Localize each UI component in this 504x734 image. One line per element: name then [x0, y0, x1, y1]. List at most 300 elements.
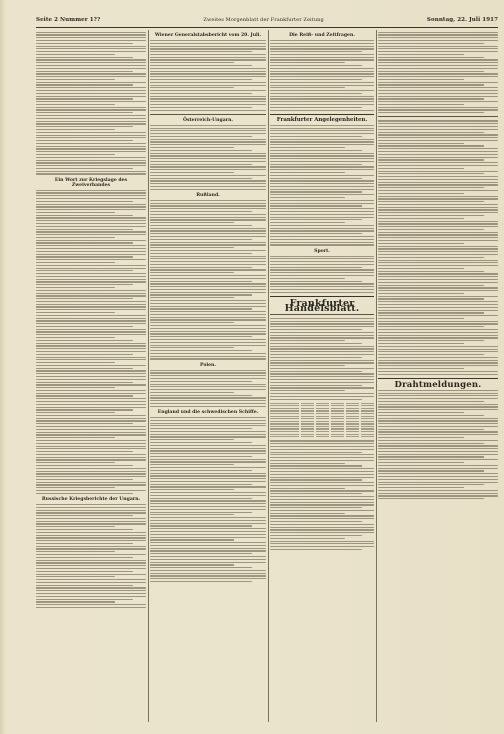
text-line — [36, 504, 146, 505]
text-line — [150, 428, 252, 429]
text-line — [150, 461, 266, 462]
text-line — [36, 362, 115, 363]
text-line — [150, 520, 266, 521]
text-line — [378, 312, 484, 313]
text-line — [150, 222, 234, 223]
text-line — [378, 456, 484, 457]
text-line — [378, 104, 464, 105]
table-cell — [331, 431, 344, 432]
text-line — [36, 376, 146, 377]
text-line — [150, 189, 266, 190]
column-4 — [378, 30, 498, 724]
text-line — [150, 400, 266, 401]
text-line — [378, 196, 498, 197]
text-line — [36, 273, 146, 274]
text-line — [378, 459, 498, 460]
text-line — [378, 54, 464, 55]
text-line — [378, 479, 498, 480]
table-cell — [346, 413, 359, 414]
text-line — [378, 282, 498, 283]
text-line — [36, 157, 146, 158]
text-line — [150, 166, 266, 167]
text-line — [378, 445, 498, 446]
text-line — [36, 462, 115, 463]
text-line — [378, 271, 484, 272]
text-line — [378, 257, 484, 258]
text-line — [270, 510, 374, 511]
text-line — [378, 434, 498, 435]
text-line — [150, 217, 266, 218]
text-line — [150, 153, 266, 154]
article-body — [270, 440, 374, 550]
text-line — [36, 40, 146, 41]
text-line — [270, 393, 374, 394]
text-line — [270, 267, 362, 268]
table-cell — [331, 426, 344, 427]
text-line — [378, 462, 464, 463]
text-line — [270, 51, 362, 52]
article-body — [378, 390, 498, 500]
text-line — [378, 51, 498, 52]
text-line — [150, 406, 266, 407]
text-line — [36, 587, 146, 588]
text-line — [270, 256, 374, 257]
text-line — [378, 415, 484, 416]
text-line — [150, 336, 252, 337]
text-line — [150, 158, 266, 159]
text-line — [378, 451, 498, 452]
text-line — [150, 503, 266, 504]
table-cell — [331, 410, 344, 411]
text-line — [270, 200, 374, 201]
text-line — [150, 575, 266, 576]
table-cell — [331, 408, 344, 409]
table-cell — [270, 434, 299, 435]
table-cell — [346, 408, 359, 409]
table-row — [270, 423, 374, 424]
text-line — [270, 479, 362, 480]
text-line — [270, 454, 374, 455]
table-cell — [301, 418, 314, 419]
text-line — [378, 279, 498, 280]
text-line — [270, 90, 374, 91]
text-line — [36, 245, 146, 246]
text-line — [270, 128, 374, 129]
table-cell — [346, 416, 359, 417]
text-line — [36, 51, 146, 52]
text-line — [150, 459, 266, 460]
text-line — [270, 136, 362, 137]
text-line — [36, 251, 146, 252]
text-line — [150, 40, 266, 41]
text-line — [36, 426, 146, 427]
text-line — [36, 434, 146, 435]
text-line — [36, 206, 146, 207]
text-line — [36, 93, 146, 94]
table-cell — [316, 403, 329, 404]
text-line — [150, 420, 266, 421]
text-line — [270, 532, 374, 533]
text-line — [270, 175, 374, 176]
text-line — [378, 229, 484, 230]
text-line — [36, 254, 146, 255]
text-line — [150, 539, 234, 540]
text-line — [378, 187, 484, 188]
table-cell — [361, 426, 374, 427]
text-line — [378, 268, 464, 269]
text-line — [270, 546, 374, 547]
text-line — [270, 130, 374, 131]
section-heading: Frankfurter Handelsblatt. — [284, 297, 360, 314]
text-line — [150, 303, 266, 304]
text-line — [150, 297, 234, 298]
text-line — [36, 107, 146, 108]
text-line — [378, 431, 498, 432]
text-line — [378, 59, 498, 60]
article-body — [36, 190, 146, 494]
text-line — [36, 96, 146, 97]
article-heading: Österreich-Ungarn. — [182, 117, 234, 123]
article-heading: Ein Wort zur Kriegslage des Zweiverbandes — [54, 177, 128, 188]
text-line — [378, 351, 498, 352]
text-line — [150, 417, 266, 418]
text-line — [378, 390, 498, 391]
text-line — [378, 65, 498, 66]
text-line — [36, 448, 146, 449]
text-line — [270, 166, 374, 167]
text-line — [270, 242, 374, 243]
article-body — [36, 32, 146, 175]
text-line — [270, 446, 374, 447]
text-line — [150, 139, 266, 140]
text-line — [150, 517, 266, 518]
text-line — [378, 454, 498, 455]
text-line — [270, 189, 374, 190]
text-line — [36, 237, 115, 238]
text-line — [378, 254, 498, 255]
text-line — [150, 90, 266, 91]
text-line — [150, 370, 266, 371]
text-line — [378, 43, 484, 44]
table-cell — [361, 423, 374, 424]
text-line — [36, 407, 146, 408]
text-line — [270, 390, 345, 391]
table-cell — [270, 423, 299, 424]
text-line — [270, 471, 374, 472]
separator — [270, 114, 374, 115]
separator — [378, 116, 498, 117]
text-line — [270, 222, 345, 223]
text-line — [378, 96, 498, 97]
text-line — [378, 423, 498, 424]
text-line — [378, 218, 464, 219]
table-row — [270, 403, 374, 404]
text-line — [36, 281, 146, 282]
text-line — [150, 65, 252, 66]
header-rule — [36, 27, 498, 28]
text-line — [36, 373, 146, 374]
text-line — [36, 454, 146, 455]
text-line — [270, 485, 374, 486]
text-line — [378, 251, 498, 252]
text-line — [270, 186, 374, 187]
article-heading: England und die schwedischen Schiffe. — [157, 409, 259, 415]
text-line — [36, 490, 146, 491]
text-line — [378, 374, 498, 375]
table-cell — [331, 413, 344, 414]
table-row — [270, 408, 374, 409]
table-cell — [270, 421, 299, 422]
text-line — [270, 357, 362, 358]
text-line — [378, 262, 498, 263]
text-line — [378, 148, 498, 149]
text-line — [150, 208, 266, 209]
article-heading: Russische Kriegsberichte der Ungarn. — [41, 496, 141, 502]
text-line — [270, 387, 374, 388]
text-line — [150, 484, 252, 485]
text-line — [270, 194, 374, 195]
text-line — [378, 465, 498, 466]
article-body — [36, 504, 146, 608]
column-1 — [36, 30, 146, 724]
table-cell — [346, 431, 359, 432]
text-line — [378, 207, 498, 208]
text-line — [378, 182, 498, 183]
text-line — [270, 399, 362, 400]
text-line — [270, 104, 374, 105]
text-line — [270, 468, 374, 469]
text-line — [36, 109, 146, 110]
text-line — [270, 59, 374, 60]
table-cell — [331, 434, 344, 435]
table-cell — [361, 405, 374, 406]
text-line — [36, 65, 146, 66]
text-line — [36, 526, 115, 527]
text-line — [36, 482, 146, 483]
text-line — [150, 203, 266, 204]
text-line — [378, 354, 484, 355]
text-line — [36, 365, 146, 366]
text-line — [378, 323, 498, 324]
text-line — [378, 171, 498, 172]
text-line — [36, 90, 146, 91]
text-line — [378, 484, 484, 485]
text-line — [36, 171, 146, 172]
text-line — [150, 269, 266, 270]
text-line — [270, 125, 374, 126]
table-cell — [346, 428, 359, 429]
text-line — [270, 150, 362, 151]
text-line — [378, 201, 484, 202]
article-body — [378, 120, 498, 374]
table-cell — [301, 405, 314, 406]
table-cell — [331, 418, 344, 419]
text-line — [378, 143, 464, 144]
text-line — [36, 457, 146, 458]
table-cell — [301, 413, 314, 414]
table-cell — [270, 408, 299, 409]
text-line — [36, 76, 146, 77]
text-line — [270, 457, 374, 458]
text-line — [36, 329, 146, 330]
text-line — [270, 318, 374, 319]
text-line — [36, 368, 133, 369]
text-line — [270, 332, 374, 333]
table-cell — [270, 426, 299, 427]
text-line — [378, 335, 498, 336]
text-line — [36, 465, 133, 466]
text-line — [36, 518, 146, 519]
article-heading: Polen. — [199, 362, 216, 368]
text-line — [378, 215, 484, 216]
text-line — [378, 470, 484, 471]
text-line — [378, 234, 498, 235]
text-line — [378, 137, 498, 138]
text-line — [378, 371, 498, 372]
text-line — [36, 459, 146, 460]
text-line — [270, 385, 362, 386]
text-line — [150, 211, 252, 212]
text-line — [270, 269, 374, 270]
text-line — [36, 48, 146, 49]
text-line — [378, 482, 498, 483]
text-line — [378, 79, 464, 80]
text-line — [270, 244, 374, 245]
text-line — [36, 146, 146, 147]
text-line — [378, 406, 498, 407]
text-line — [36, 123, 146, 124]
text-line — [36, 395, 133, 396]
text-line — [270, 346, 374, 347]
text-line — [36, 446, 146, 447]
text-line — [150, 347, 234, 348]
text-line — [36, 148, 146, 149]
text-line — [150, 356, 266, 357]
text-line — [150, 214, 266, 215]
table-cell — [361, 428, 374, 429]
table-cell — [316, 418, 329, 419]
text-line — [150, 550, 266, 551]
text-line — [270, 541, 374, 542]
text-line — [36, 382, 133, 383]
text-line — [270, 161, 374, 162]
text-line — [150, 445, 266, 446]
text-line — [150, 567, 252, 568]
text-line — [36, 304, 146, 305]
text-line — [150, 164, 252, 165]
table-cell — [361, 421, 374, 422]
text-line — [150, 275, 266, 276]
text-line — [378, 237, 498, 238]
text-line — [150, 161, 266, 162]
text-line — [150, 62, 234, 63]
text-line — [36, 429, 146, 430]
text-line — [270, 549, 362, 550]
text-line — [378, 468, 498, 469]
text-line — [150, 345, 266, 346]
text-line — [378, 98, 484, 99]
text-line — [150, 514, 234, 515]
table-cell — [301, 416, 314, 417]
table-cell — [270, 431, 299, 432]
text-line — [150, 225, 252, 226]
text-line — [270, 343, 362, 344]
text-line — [270, 73, 374, 74]
text-line — [36, 140, 133, 141]
text-line — [270, 351, 374, 352]
text-line — [36, 212, 115, 213]
text-line — [36, 468, 146, 469]
text-line — [378, 62, 498, 63]
text-line — [36, 557, 133, 558]
text-line — [270, 236, 374, 237]
text-line — [36, 354, 133, 355]
text-line — [150, 512, 252, 513]
text-line — [378, 290, 498, 291]
text-line — [378, 132, 484, 133]
table-cell — [346, 423, 359, 424]
text-line — [378, 226, 498, 227]
text-line — [150, 436, 266, 437]
text-line — [150, 256, 266, 257]
text-line — [150, 230, 266, 231]
text-line — [270, 521, 362, 522]
text-line — [150, 125, 266, 126]
text-line — [270, 443, 374, 444]
text-line — [270, 477, 374, 478]
text-line — [378, 120, 498, 121]
text-line — [150, 292, 266, 293]
text-line — [36, 262, 115, 263]
text-line — [378, 340, 484, 341]
text-line — [36, 71, 133, 72]
text-line — [150, 306, 266, 307]
table-cell — [316, 428, 329, 429]
text-line — [378, 223, 498, 224]
table-cell — [316, 408, 329, 409]
text-line — [150, 333, 266, 334]
table-cell — [316, 431, 329, 432]
text-line — [36, 279, 146, 280]
text-line — [36, 284, 133, 285]
text-line — [150, 311, 266, 312]
text-line — [270, 68, 374, 69]
text-line — [150, 464, 234, 465]
text-line — [378, 401, 484, 402]
text-line — [150, 267, 252, 268]
text-line — [270, 172, 345, 173]
text-line — [150, 82, 266, 83]
text-line — [270, 101, 374, 102]
text-line — [270, 93, 362, 94]
text-line — [378, 307, 498, 308]
text-line — [270, 281, 362, 282]
text-line — [36, 190, 146, 191]
text-line — [150, 244, 266, 245]
text-line — [36, 418, 146, 419]
article-body — [270, 125, 374, 246]
table-row — [270, 436, 374, 437]
text-line — [270, 191, 362, 192]
text-line — [378, 176, 498, 177]
text-line — [150, 467, 266, 468]
text-line — [270, 440, 374, 441]
text-line — [150, 281, 252, 282]
text-line — [36, 359, 146, 360]
column-divider — [376, 30, 377, 722]
table-cell — [270, 416, 299, 417]
text-line — [36, 515, 133, 516]
